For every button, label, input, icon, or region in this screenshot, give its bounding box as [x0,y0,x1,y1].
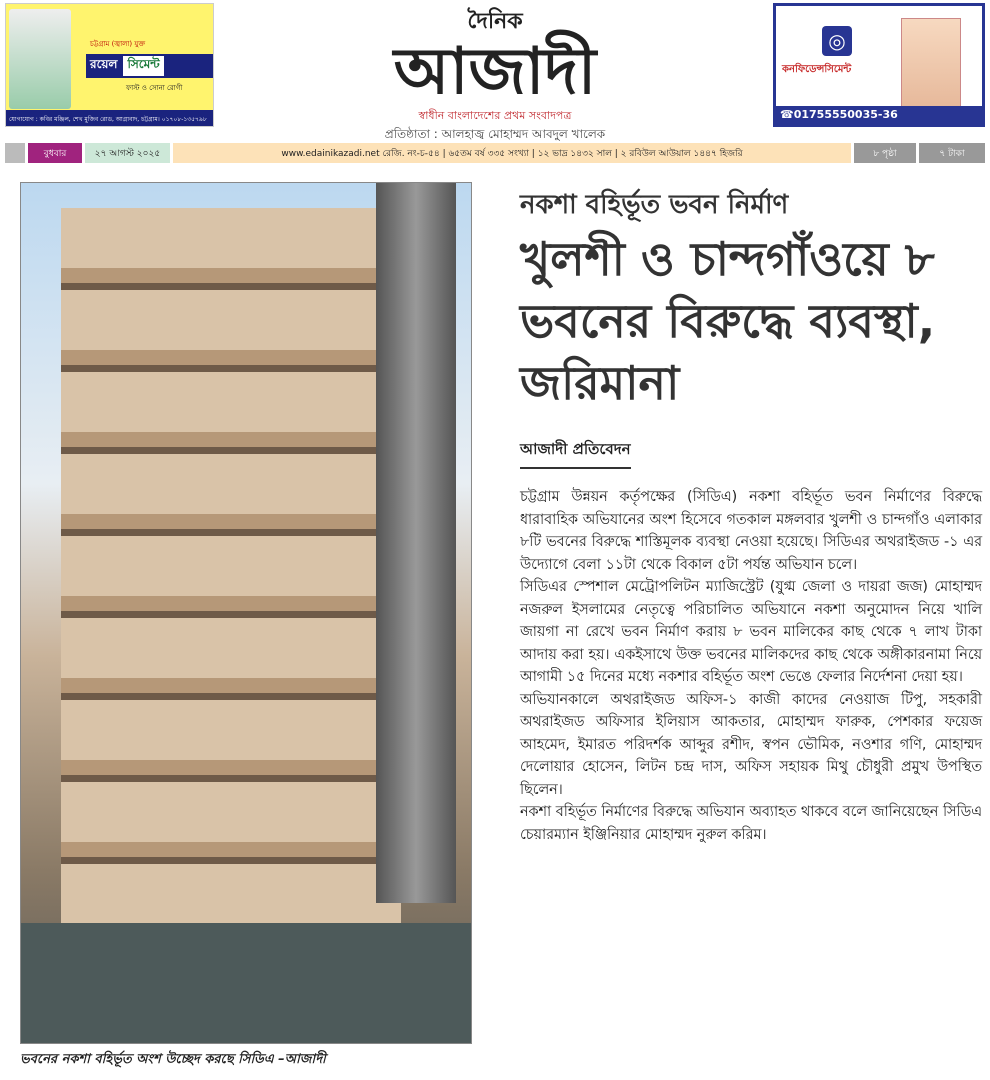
photo-caption: ভবনের নকশা বহির্ভূত অংশ উচ্ছেদ করছে সিডিএ –আজাদী [20,1052,326,1067]
paragraph: নকশা বহির্ভূত নির্মাণের বিরুদ্ধে অভিযান অব্যাহত থাকবে বলে জানিয়েছেন সিডিএ চেয়ারম্যান ইঞ্জিনিয়ার মোহাম্মদ নুরুল করিম। [520,804,982,843]
masthead-slogan: স্বাধীন বাংলাদেশের প্রথম সংবাদপত্র [418,109,572,122]
building-photo [20,182,472,1044]
ad-address: যোগাযোগ : কবির মঞ্জিল, শেখ মুজিব রোড, আগ্রাবাদ, চট্টগ্রাম। ০১৭০৮-১৩৫৭৯৮ [6,110,213,126]
date-bar [5,143,985,163]
paragraph: চট্টগ্রাম উন্নয়ন কর্তৃপক্ষের (সিডিএ) নকশা বহির্ভূত ভবন নির্মাণের বিরুদ্ধে ধারাবাহিক অভিযানের অংশ হিসেবে গতকাল মঙ্গলবার খুলশী ও চান্দগাঁও এলাকার ৮টি ভবনের বিরুদ্ধে শাস্তিমূলক ব্যবস্থা নেওয়া হয়েছে। সিডিএর অথরাইজড -১ এর উদ্যোগে বেলা ১১টা থেকে বিকাল ৫টা পর্যন্ত অভিযান চলে। [520,489,982,573]
masthead [300,4,690,146]
royal-cement-ad[interactable] [5,3,214,127]
weekday: বুধবার [28,143,82,163]
ad-sub: ফাস্ট ও সোনা রোগী [126,84,183,92]
bar-spacer [5,143,25,163]
cement-bag-image [901,18,961,110]
masthead-founder: প্রতিষ্ঠাতা : আলহাজ্ব মোহাম্মদ আবদুল খালেক [384,127,606,141]
ad-brand [86,54,213,78]
paragraph: সিডিএর স্পেশাল মেট্রোপলিটন ম্যাজিস্ট্রেট (যুগ্ম জেলা ও দায়রা জজ) মোহাম্মদ নজরুল ইসলামের নেতৃত্বে পরিচালিত অভিযানে নকশা অনুমোদন নিয়ে খালি জায়গা না রেখে ভবন নির্মাণ করায় ৮ ভবন মালিকের কাছ থেকে ৭ লাখ টাকা আদায় করা হয়। একইসাথে উক্ত ভবনের মালিকদের কাছ থেকে অঙ্গীকারনামা নিয়ে আগামী ১৫ দিনের মধ্যে নকশার বহির্ভূত অংশ ভেঙে ফেলার নির্দেশনা দেয়া হয়। [520,579,982,685]
page-count: ৮ পৃষ্ঠা [854,143,916,163]
ad-brand: কনফিডেন্সসিমেন্ট [782,64,852,75]
confidence-cement-ad[interactable] [773,3,985,127]
utility-pole [376,183,456,903]
building-shape [61,208,401,968]
confidence-logo-icon: ◎ [822,26,852,56]
article-body [520,486,982,846]
price: ৭ টাকা [919,143,985,163]
article-byline: আজাদী প্রতিবেদন [520,438,631,469]
date: ২৭ আগস্ট ২০২৫ [85,143,170,163]
cement-bag-image [9,9,71,109]
masthead-dainik: দৈনিক [467,9,523,34]
brand-name-a: রয়েল [90,57,118,71]
issue-info: www.edainikazadi.net রেজি. নং-চ-৫৪ | ৬৫তম বর্ষ ৩৩৫ সংখ্যা | ১২ ভাদ্র ১৪৩২ সাল | ২ রবিউল আউয়াল ১৪৪৭ হিজরি [173,143,851,163]
paragraph: অভিযানকালে অথরাইজড অফিস-১ কাজী কাদের নেওয়াজ টিপু, সহকারী অথরাইজড অফিসার ইলিয়াস আকতার, মোহাম্মদ ফারুক, পেশকার ফয়েজ আহমেদ, ইমারত পরিদর্শক আব্দুর রশীদ, স্বপন ভৌমিক, নওশার গণি, মোহাম্মদ দেলোয়ার হোসেন, লিটন চন্দ্র দাস, অফিস সহায়ক মিথু চৌধুরী প্রমুখ উপস্থিত ছিলেন। [520,691,982,798]
article-kicker: নকশা বহির্ভূত ভবন নির্মাণ [520,190,789,220]
ad-phone: ☎01755550035-36 [776,106,982,124]
brand-name-b: সিমেন্ট [123,56,163,76]
ad-tagline: চট্টগ্রাম (জ্বালা) যুক্ত [90,40,146,48]
masthead-logo: আজাদী [393,35,597,109]
ground-shape [21,923,471,1044]
article-headline: খুলশী ও চান্দগাঁওয়ে ৮ ভবনের বিরুদ্ধে ব্যবস্থা, জরিমানা [520,232,936,410]
